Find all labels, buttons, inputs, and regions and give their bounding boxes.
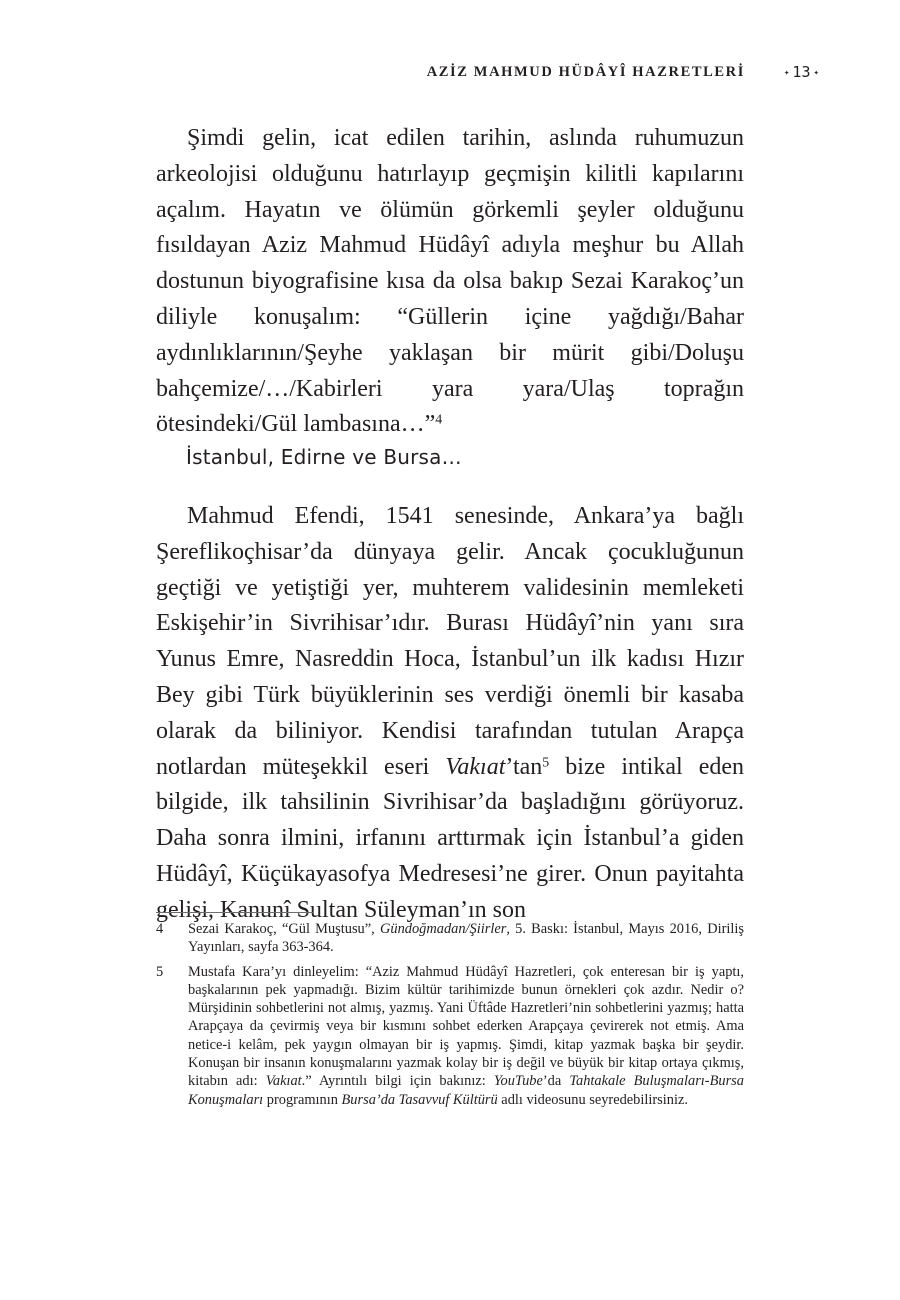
footnote-italic: Bursa’da Tasavvuf Kültürü [341, 1091, 498, 1108]
footnote-text: programının [263, 1091, 342, 1108]
paragraph-intro [156, 121, 744, 443]
paragraph-biography-text-b: bize intikal eden bilgide, ilk tahsilinin Sivrihisar’da başladığını görüyoruz. Daha sonra ilmini, irfanını arttırmak için İstanbul’a giden Hüdâyî, Küçükayasofya Medresesi’ne girer. Onun payitahta gelişi, Kanunî Sultan Süleyman’ın son [156, 753, 744, 923]
footnote-italic: Tahtakale Buluşmaları-Bursa Konuşmaları [188, 1073, 744, 1108]
footnotes [156, 920, 744, 1115]
paragraph-biography [156, 499, 744, 929]
footnote-number: 4 [156, 921, 164, 937]
footnote-italic: YouTube [493, 1073, 543, 1090]
paragraph-intro-text: Şimdi gelin, icat edilen tarihin, aslında ruhumuzun arkeolojisi olduğunu hatırlayıp geçmişin kilitli kapılarını açalım. Hayatın ve ölümün görkemli şeyler olduğunu fısıldayan Aziz Mahmud Hüdâyî adıyla meşhur bu Allah dostunun biyografisine kısa da olsa bakıp Sezai Karakoç’un diliyle konuşalım: “Güllerin içine yağdığı/Bahar aydınlıklarının/Şeyhe yaklaşan bir mürit gibi/Doluşu bahçemize/…/Kabirleri yara yara/Ulaş toprağın ötesindeki/Gül lambasına…” [156, 125, 744, 438]
ornament-left-icon: ✦ [784, 67, 790, 78]
footnote-4 [156, 920, 744, 957]
footnote-text: Sezai Karakoç, “Gül Muştusu”, [188, 921, 380, 937]
footnote-divider [156, 912, 314, 913]
footnote-5 [156, 963, 744, 1109]
running-title: AZİZ MAHMUD HÜDÂYÎ HAZRETLERİ [426, 64, 745, 80]
paragraph-biography-text-a: Mahmud Efendi, 1541 senesinde, Ankara’ya bağlı Şereflikoçhisar’da dünyaya gelir. Ancak çocukluğunun geçtiği ve yetiştiği yer, muhterem validesinin memleketi Eskişehir’in Sivrihisar’ıdır. Burası Hüdâyî’nin yanı sıra Yunus Emre, Nasreddin Hoca, İstanbul’un ilk kadısı Hızır Bey gibi Türk büyüklerinin ses verdiği önemli bir kasaba olarak da biliniyor. Kendisi tarafından tutulan Arapça notlardan müteşekkil eseri [156, 503, 744, 780]
running-header [0, 64, 900, 88]
paragraph-biography-suffix: ’tan [505, 753, 543, 780]
page-number [781, 63, 822, 81]
footnote-text: , 5. Baskı: İstanbul, Mayıs 2016, Diriliş Yayınları, sayfa 363-364. [188, 921, 744, 956]
work-title-vakiat: Vakıat [445, 753, 506, 780]
footnote-italic: Gündoğmadan/Şiirler [379, 921, 507, 937]
footnote-text: Mustafa Kara’yı dinleyelim: “Aziz Mahmud Hüdâyî Hazretleri, çok enteresan bir iş yaptı, başkalarının pek yapmadığı. Bizim kültür tarihimizde bunun örnekleri çok azdır. Nedir o? Mürşidinin sohbetlerini not almış, yazmış. Yani Üftâde Hazretleri’nin sohbetlerini yazmış; hatta Arapçaya da çevirmiş veya bir kısmını sohbet ederken Arapçaya çevirerek not etmiş. Ama netice-i kelâm, pek yaygın olmayan bir iş yapmış. Şimdi, kitap yazmak başka bir şeydir. Konuşan bir insanın konuşmalarını yazmak kolay bir iş değil ve büyük bir kitap ortaya çıkmış, kitabın adı: [188, 963, 744, 1090]
footnote-italic: Vakıat [265, 1073, 302, 1090]
footnote-text: adlı videosunu seyredebilirsiniz. [497, 1091, 688, 1108]
footnote-ref-4[interactable]: 4 [435, 412, 443, 428]
footnote-text: .” Ayrıntılı bilgi için bakınız: [301, 1073, 494, 1090]
footnote-text: ’da [542, 1073, 570, 1090]
page-number-value: 13 [792, 63, 811, 81]
section-heading: İstanbul, Edirne ve Bursa… [186, 445, 462, 469]
footnote-ref-5[interactable]: 5 [542, 754, 550, 770]
footnote-number: 5 [156, 963, 164, 980]
ornament-right-icon: ✦ [813, 67, 819, 78]
